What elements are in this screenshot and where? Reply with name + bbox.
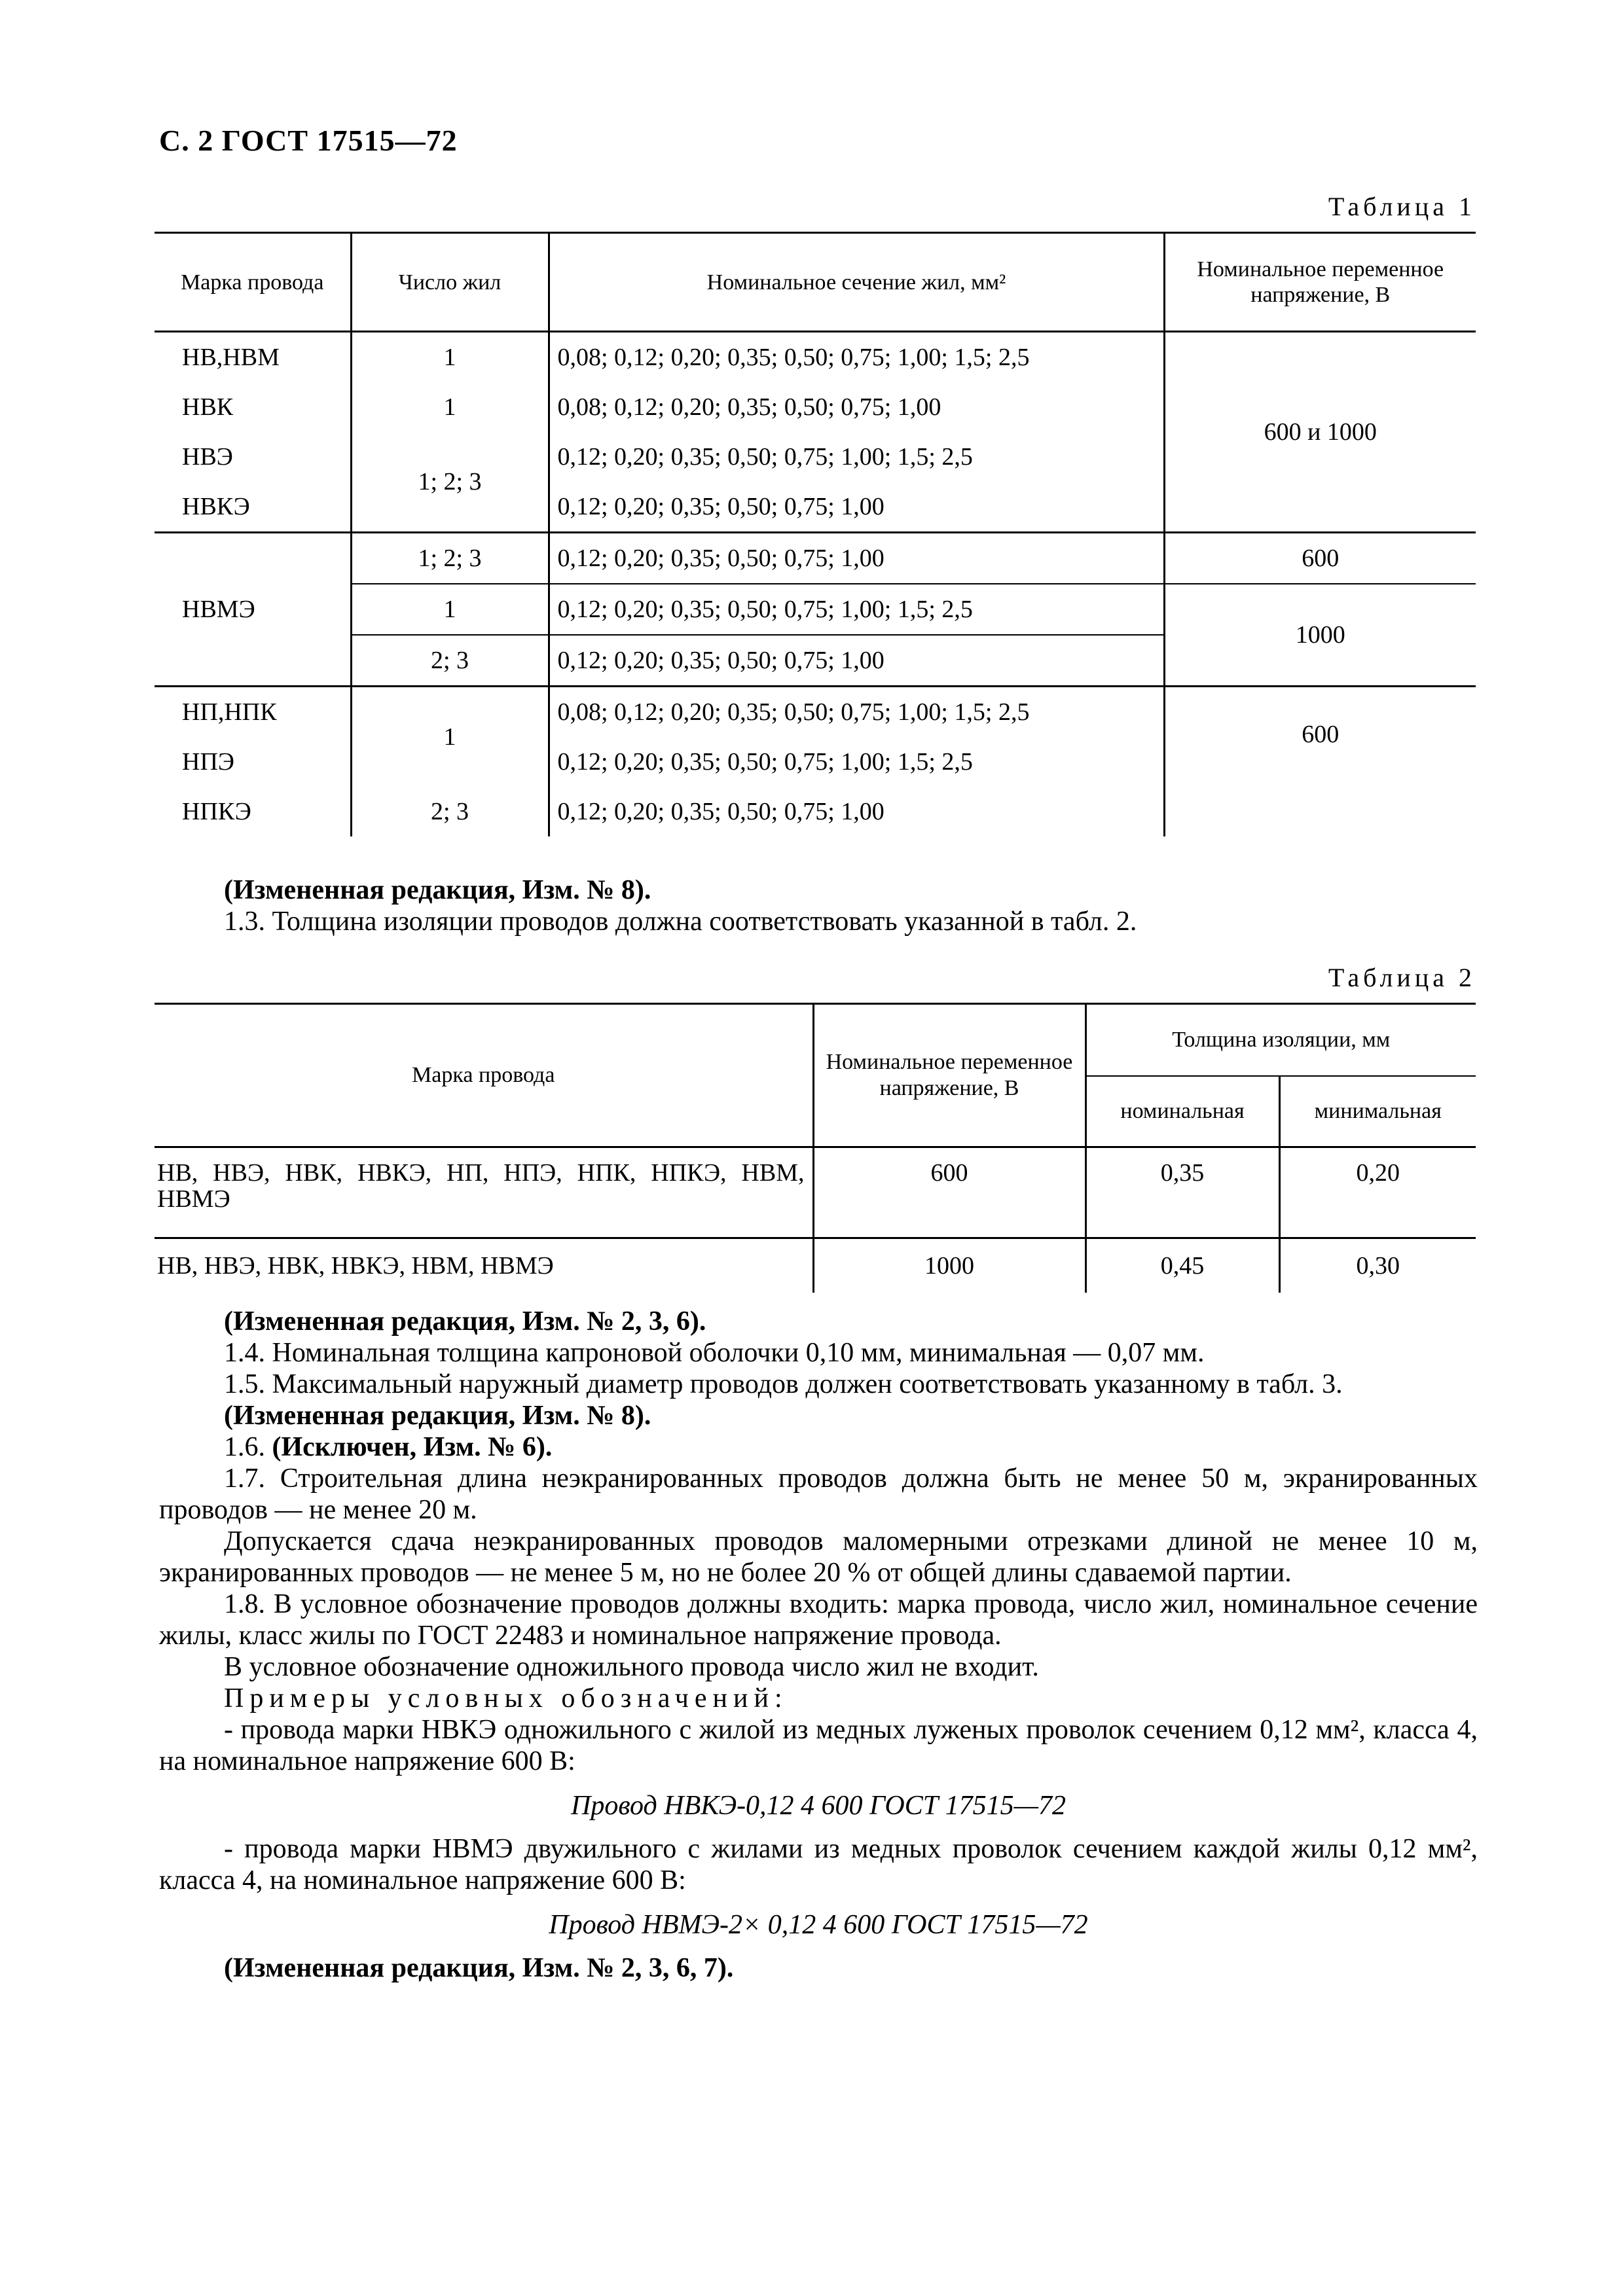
text-block-1 xyxy=(159,874,1478,937)
table-2-mark: НВ, НВЭ, НВК, НВКЭ, НВМ, НВМЭ xyxy=(157,1252,554,1280)
para-1-8: 1.8. В условное обозначение проводов должны входить: марка провода, число жил, номинальное сечение жилы, класс жилы по ГОСТ 22483 и номинальное напряжение провода. xyxy=(159,1589,1478,1651)
table-2-header-thickness: Толщина изоляции, мм xyxy=(1085,1004,1476,1077)
table-1-cores: 1; 2; 3 xyxy=(351,432,549,533)
table-1-section: 0,12; 0,20; 0,35; 0,50; 0,75; 1,00 xyxy=(549,533,1164,584)
para-1-5: 1.5. Максимальный наружный диаметр проводов должен соответствовать указанному в табл. 3. xyxy=(224,1369,1343,1399)
table-1-mark: НВ,НВМ xyxy=(182,344,280,371)
table-1-mark: НПКЭ xyxy=(182,798,251,825)
table-2-mark: НВ, НВЭ, НВК, НВКЭ, НП, НПЭ, НПК, НПКЭ, НВМ, НВМЭ xyxy=(155,1147,813,1238)
table-row xyxy=(155,1238,1476,1293)
table-1-cores: 1 xyxy=(351,332,549,383)
table-1 xyxy=(155,232,1476,836)
table-1-header-section: Номинальное сечение жил, мм² xyxy=(549,233,1164,332)
table-2-nominal: 0,35 xyxy=(1085,1147,1279,1238)
edit-note-1: (Измененная редакция, Изм. № 8). xyxy=(224,875,651,905)
table-1-cores: 2; 3 xyxy=(351,635,549,687)
table-1-section: 0,12; 0,20; 0,35; 0,50; 0,75; 1,00 xyxy=(549,635,1164,687)
table-1-section: 0,08; 0,12; 0,20; 0,35; 0,50; 0,75; 1,00; 1,5; 2,5 xyxy=(549,332,1164,383)
table-2-caption: Таблица 2 xyxy=(1328,963,1476,992)
example-1-code: Провод НВКЭ-0,12 4 600 ГОСТ 17515—72 xyxy=(571,1791,1066,1821)
example-1: - провода марки НВКЭ одножильного с жилой из медных луженых проволок сечением 0,12 мм², класса 4, на номинальное напряжение 600 В: xyxy=(159,1715,1478,1776)
text-block-2 xyxy=(159,1306,1478,1984)
table-1-cores: 1; 2; 3 xyxy=(351,533,549,584)
table-1-voltage: 600 и 1000 xyxy=(1164,332,1476,533)
table-2-header-minimal: минимальная xyxy=(1279,1076,1476,1147)
para-1-6-text: (Исключен, Изм. № 6). xyxy=(272,1432,553,1462)
table-1-header-mark: Марка провода xyxy=(155,233,351,332)
page-header: С. 2 ГОСТ 17515—72 xyxy=(159,124,458,157)
table-1-section: 0,12; 0,20; 0,35; 0,50; 0,75; 1,00 xyxy=(549,482,1164,533)
table-2-minimal: 0,20 xyxy=(1279,1147,1476,1238)
table-1-section: 0,12; 0,20; 0,35; 0,50; 0,75; 1,00; 1,5; 2,5 xyxy=(549,584,1164,635)
table-1-mark: НВК xyxy=(182,393,234,421)
para-single: В условное обозначение одножильного провода число жил не входит. xyxy=(224,1652,1039,1682)
table-1-section: 0,08; 0,12; 0,20; 0,35; 0,50; 0,75; 1,00; 1,5; 2,5 xyxy=(549,687,1164,738)
table-1-section: 0,12; 0,20; 0,35; 0,50; 0,75; 1,00; 1,5; 2,5 xyxy=(549,432,1164,482)
table-1-section: 0,12; 0,20; 0,35; 0,50; 0,75; 1,00; 1,5; 2,5 xyxy=(549,737,1164,787)
table-row xyxy=(155,533,1476,584)
table-1-header-voltage: Номинальное переменное напряжение, В xyxy=(1164,233,1476,332)
table-1-mark: НП,НПК xyxy=(182,698,277,726)
table-2-header-voltage: Номинальное переменное напряжение, В xyxy=(813,1004,1085,1147)
para-allow: Допускается сдача неэкранированных проводов маломерными отрезками длиной не менее 10 м, экранированных проводов — не менее 5 м, но не более 20 % от общей длины сдаваемой партии. xyxy=(159,1526,1478,1588)
table-1-voltage: 1000 xyxy=(1164,584,1476,687)
para-1-6-number: 1.6. xyxy=(224,1432,265,1462)
edit-note-2: (Измененная редакция, Изм. № 2, 3, 6). xyxy=(224,1306,706,1336)
table-2-header-nominal: номинальная xyxy=(1085,1076,1279,1147)
example-2: - провода марки НВМЭ двужильного с жилами из медных проволок сечением каждой жилы 0,12 мм², класса 4, на номинальное напряжение 600 В: xyxy=(159,1834,1478,1895)
example-2-code: Провод НВМЭ-2× 0,12 4 600 ГОСТ 17515—72 xyxy=(549,1910,1088,1940)
edit-note-3: (Измененная редакция, Изм. № 8). xyxy=(224,1401,651,1431)
table-1-mark: НВМЭ xyxy=(155,533,351,687)
table-1-cores: 1 xyxy=(351,382,549,432)
table-row xyxy=(155,332,1476,383)
para-1-7: 1.7. Строительная длина неэкранированных проводов должна быть не менее 50 м, экранированных проводов — не менее 20 м. xyxy=(159,1463,1478,1525)
table-2-voltage: 1000 xyxy=(813,1238,1085,1293)
table-1-mark: НВЭ xyxy=(182,443,233,471)
table-1-header-cores: Число жил xyxy=(351,233,549,332)
table-2-nominal: 0,45 xyxy=(1085,1238,1279,1293)
table-2-header-row xyxy=(155,1004,1476,1077)
table-2-minimal: 0,30 xyxy=(1279,1238,1476,1293)
para-1-6 xyxy=(159,1431,1478,1463)
table-2 xyxy=(155,1003,1476,1293)
table-1-cores: 1 xyxy=(351,584,549,635)
edit-note-4: (Измененная редакция, Изм. № 2, 3, 6, 7). xyxy=(224,1953,734,1983)
examples-title: Примеры условных обозначений: xyxy=(224,1683,788,1713)
table-1-caption: Таблица 1 xyxy=(1328,192,1476,221)
table-1-mark: НПЭ xyxy=(182,748,234,776)
table-1-header-row xyxy=(155,233,1476,332)
table-1-section: 0,12; 0,20; 0,35; 0,50; 0,75; 1,00 xyxy=(549,787,1164,836)
table-row xyxy=(155,1147,1476,1238)
table-2-voltage: 600 xyxy=(813,1147,1085,1238)
table-row xyxy=(155,687,1476,738)
para-1-3: 1.3. Толщина изоляции проводов должна соответствовать указанной в табл. 2. xyxy=(224,906,1137,937)
table-1-cores: 1 xyxy=(351,687,549,787)
table-1-mark: НВКЭ xyxy=(155,482,351,533)
table-1-voltage: 600 xyxy=(1164,533,1476,584)
para-1-4: 1.4. Номинальная толщина капроновой оболочки 0,10 мм, минимальная — 0,07 мм. xyxy=(224,1338,1205,1368)
table-2-header-mark: Марка провода xyxy=(155,1004,813,1147)
table-1-cores: 2; 3 xyxy=(351,787,549,836)
table-1-section: 0,08; 0,12; 0,20; 0,35; 0,50; 0,75; 1,00 xyxy=(549,382,1164,432)
table-1-voltage: 600 xyxy=(1164,687,1476,837)
table-row xyxy=(155,584,1476,635)
